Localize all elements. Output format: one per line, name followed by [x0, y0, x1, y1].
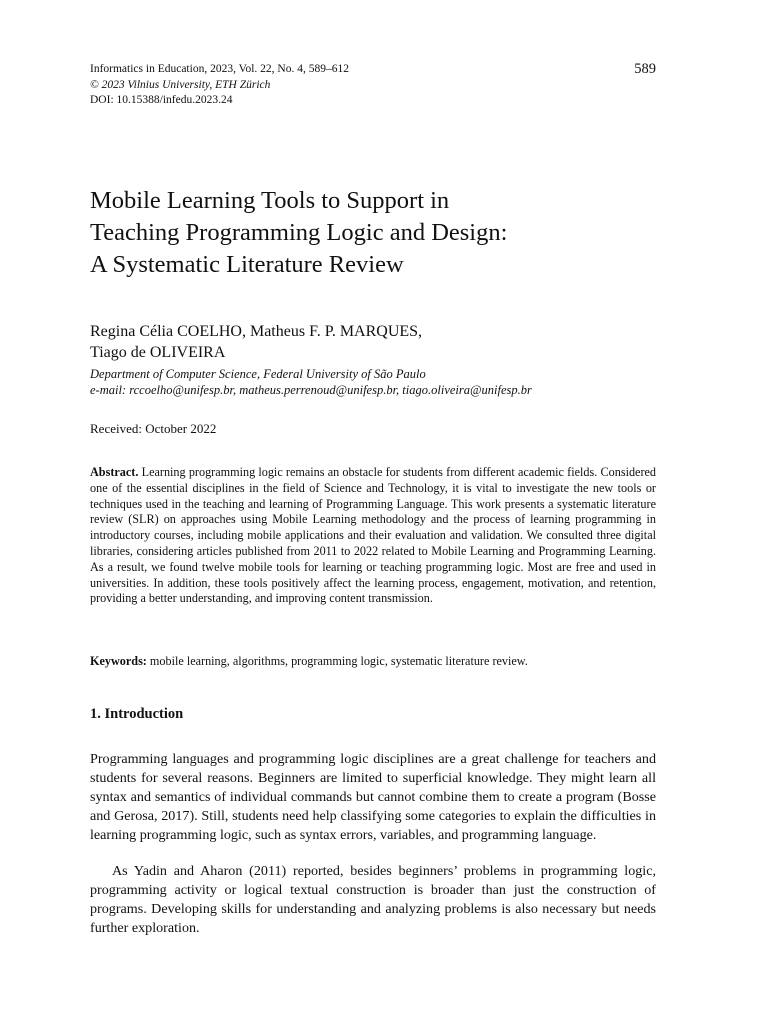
- abstract-label: Abstract.: [90, 465, 139, 479]
- page-number: 589: [634, 61, 656, 77]
- received-date: Received: October 2022: [90, 421, 217, 436]
- keywords: [90, 654, 656, 670]
- department: Department of Computer Science, Federal University of São Paulo: [90, 367, 426, 381]
- author-line: Tiago de OLIVEIRA: [90, 344, 226, 361]
- doi: DOI: 10.15388/infedu.2023.24: [90, 94, 233, 106]
- author-line: Regina Célia COELHO, Matheus F. P. MARQUES,: [90, 323, 423, 340]
- title-line: Mobile Learning Tools to Support in: [90, 187, 450, 214]
- copyright-notice: © 2023 Vilnius University, ETH Zürich: [90, 78, 271, 91]
- abstract-text: Learning programming logic remains an obstacle for students from different academic fields. Considered one of the essential disciplines in the field of Science and Technology, it is vital to investigate the new tools or techniques used in the teaching and learning of Programming Language. This work presents a systematic literature review (SLR) on approaches using Mobile Learning methodology and the process of learning programming in introductory courses, including mobile applications and their evaluation and validation. We consulted three digital libraries, considering articles published from 2011 to 2022 related to Mobile Learning and Programming Learning. As a result, we found twelve mobile tools for learning or teaching programming logic. Most are free and used in universities. In addition, these tools positively affect the learning process, engagement, motivation, and retention, providing a better understanding, and improving content transmission.: [90, 465, 657, 606]
- title-line: A Systematic Literature Review: [90, 251, 404, 278]
- abstract: [90, 465, 656, 607]
- keywords-label: Keywords:: [90, 654, 147, 668]
- section-heading-introduction: 1. Introduction: [90, 706, 184, 722]
- body-paragraph: Programming languages and programming logic disciplines are a great challenge for teachers and students for several reasons. Beginners are limited to superficial knowledge. They might learn all syntax and semantics of individual commands but cannot combine them to create a program (Bosse and Gerosa, 2017). Still, students need help classifying some categories to explain the difficulties in learning programming logic, such as syntax errors, variables, and programming language.: [90, 751, 656, 843]
- keywords-text: mobile learning, algorithms, programming logic, systematic literature review.: [149, 654, 528, 668]
- title-line: Teaching Programming Logic and Design:: [90, 219, 508, 246]
- affiliation-block: [90, 366, 690, 398]
- author-list: [90, 321, 670, 363]
- author-emails: e-mail: rccoelho@unifesp.br, matheus.perrenoud@unifesp.br, tiago.oliveira@unifesp.br: [90, 383, 532, 397]
- body-paragraph: As Yadin and Aharon (2011) reported, besides beginners’ problems in programming logic, programming activity or logical textual construction is broader than just the construction of programs. Developing skills for understanding and analyzing problems is also necessary but needs further exploration.: [90, 863, 656, 936]
- paper-title: [90, 185, 670, 281]
- journal-citation: Informatics in Education, 2023, Vol. 22, No. 4, 589–612: [90, 63, 349, 75]
- journal-header: [90, 62, 656, 109]
